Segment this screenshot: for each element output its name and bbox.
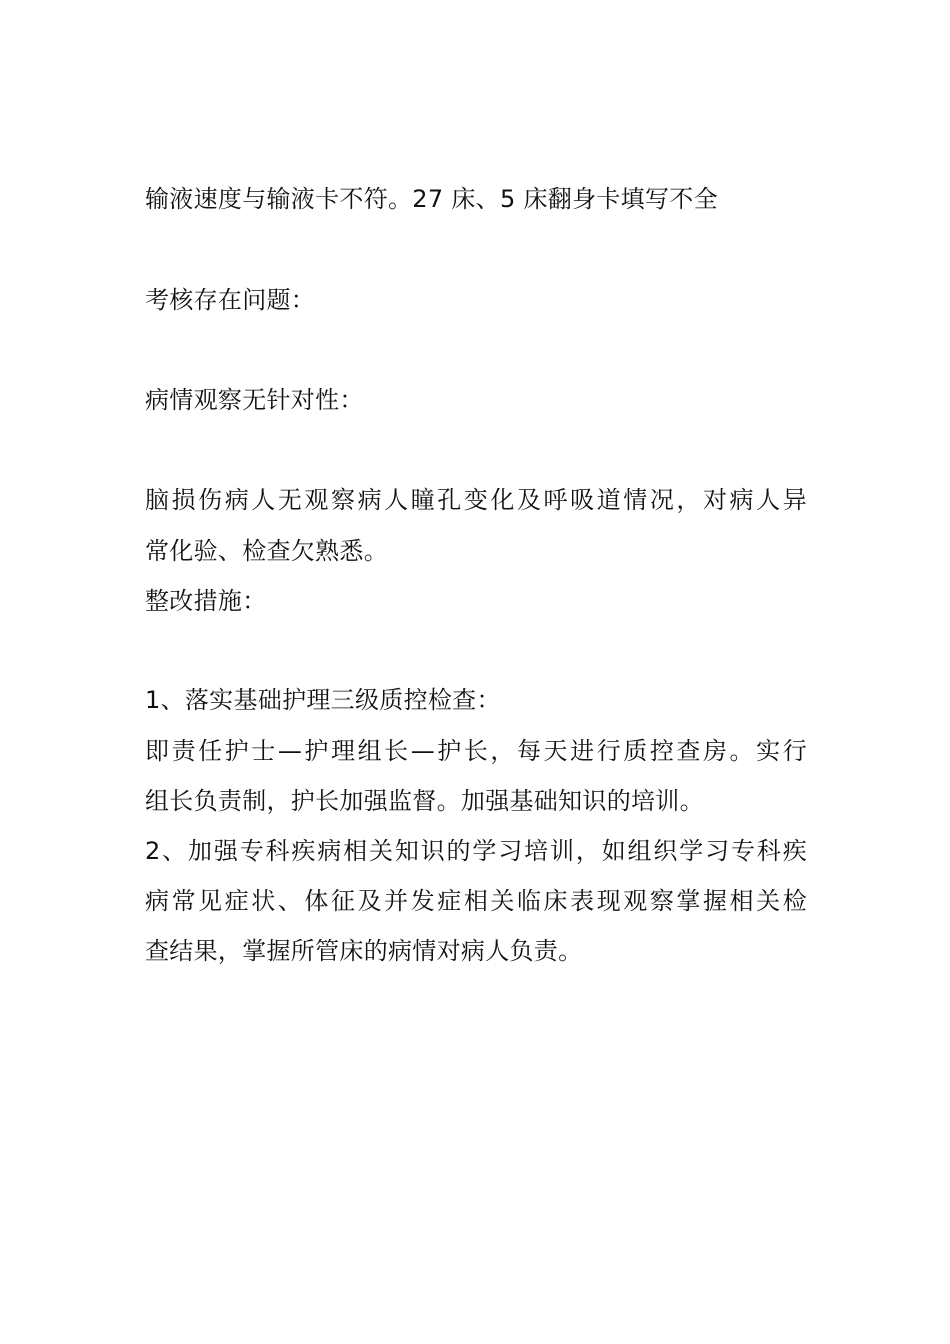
heading-observation-issue: 病情观察无针对性：	[145, 386, 364, 414]
paragraph-infusion-issue: 输液速度与输液卡不符。27 床、5 床翻身卡填写不全	[145, 185, 718, 213]
heading-assessment-issues: 考核存在问题：	[145, 286, 316, 314]
measure-2-line1: 2、加强专科疾病相关知识的学习培训，如组织学习专科疾	[145, 837, 807, 865]
measure-1-line2: 组长负责制，护长加强监督。加强基础知识的培训。	[145, 787, 704, 815]
heading-corrective-measures: 整改措施：	[145, 587, 267, 615]
measure-2-line3: 查结果，掌握所管床的病情对病人负责。	[145, 937, 583, 965]
measure-1-title: 1、落实基础护理三级质控检查：	[145, 686, 501, 714]
measure-2-line2: 病常见症状、体征及并发症相关临床表现观察掌握相关检	[145, 887, 807, 915]
measure-1-line1: 即责任护士—护理组长—护长，每天进行质控查房。实行	[145, 737, 807, 765]
paragraph-brain-injury-line1: 脑损伤病人无观察病人瞳孔变化及呼吸道情况，对病人异	[145, 486, 807, 514]
paragraph-brain-injury-line2: 常化验、检查欠熟悉。	[145, 537, 388, 565]
